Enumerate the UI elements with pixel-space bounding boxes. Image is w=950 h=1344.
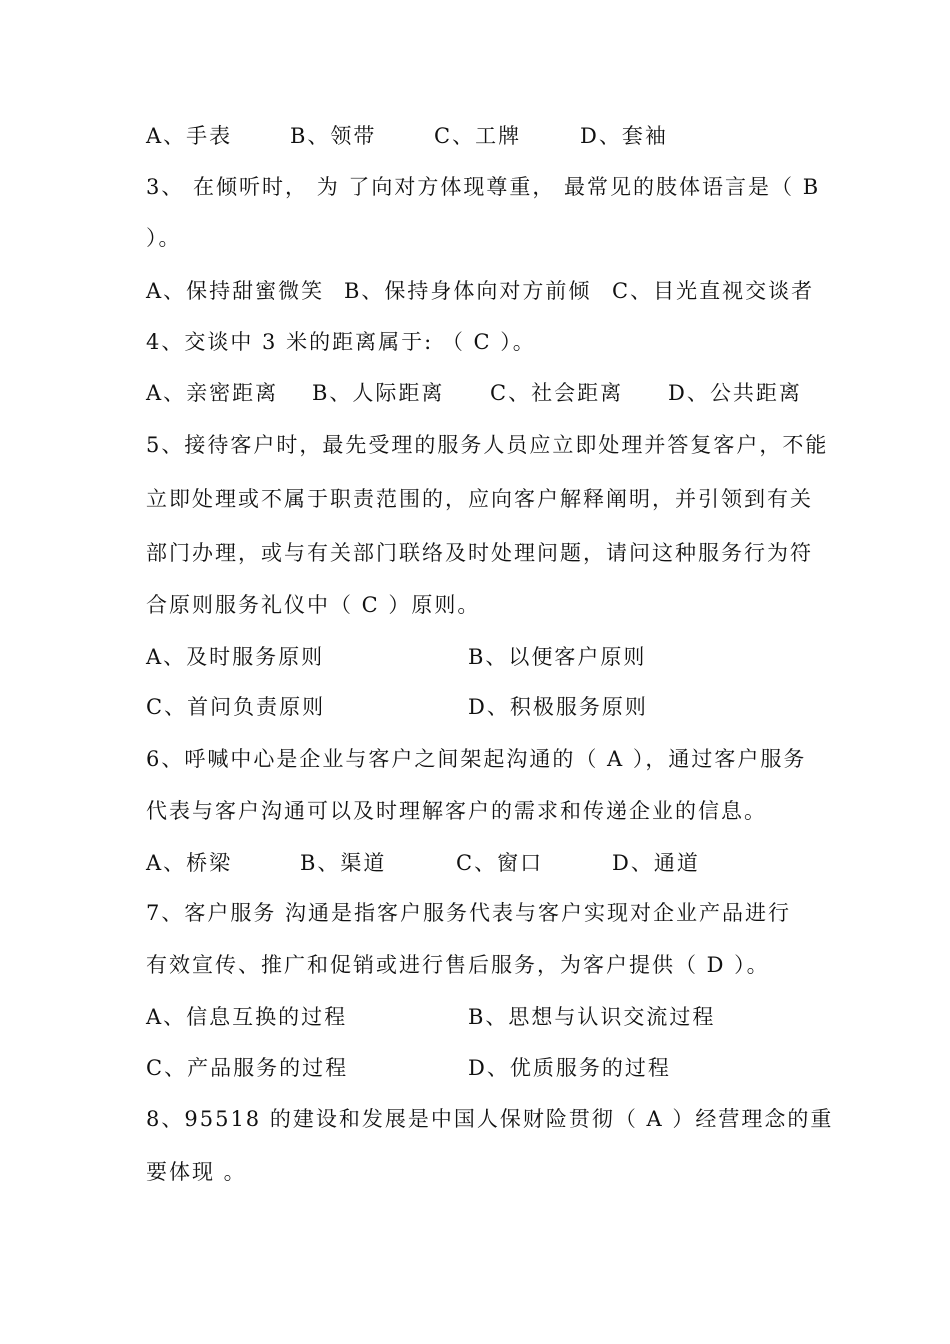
question-5-line-4: 合原则服务礼仪中（ C ）原则。 [146, 593, 481, 617]
option-a: A、手表 [146, 124, 233, 148]
question-6-line-2: 代表与客户沟通可以及时理解客户的需求和传递企业的信息。 [146, 799, 767, 823]
option-a: A、保持甜蜜微笑 [146, 279, 325, 303]
question-5-line-3: 部门办理，或与有关部门联络及时处理问题，请问这种服务行为符 [146, 541, 813, 565]
option-b: B、以便客户原则 [468, 645, 647, 669]
option-d: D、积极服务原则 [468, 695, 648, 719]
question-7-line-1: 7、客户服务 沟通是指客户服务代表与客户实现对企业产品进行 [146, 901, 792, 925]
question-4-line-1: 4、交谈中 3 米的距离属于: （ C ）。 [146, 330, 536, 354]
option-a: A、及时服务原则 [146, 645, 325, 669]
option-a: A、亲密距离 [146, 381, 279, 405]
option-c: C、首问负责原则 [146, 695, 326, 719]
option-c: C、工牌 [434, 124, 522, 148]
question-7-line-2: 有效宣传、推广和促销或进行售后服务，为客户提供（ D ）。 [146, 953, 770, 977]
question-5-line-2: 立即处理或不属于职责范围的，应向客户解释阐明，并引领到有关 [146, 487, 813, 511]
option-c: C、社会距离 [490, 381, 624, 405]
option-b: B、思想与认识交流过程 [468, 1005, 716, 1029]
option-c: C、目光直视交谈者 [612, 279, 815, 303]
question-8-line-2: 要体现 。 [146, 1160, 247, 1184]
option-d: D、通道 [612, 851, 700, 875]
question-6-line-1: 6、呼喊中心是企业与客户之间架起沟通的（ A ），通过客户服务 [146, 747, 807, 771]
option-b: B、保持身体向对方前倾 [344, 279, 592, 303]
option-d: D、公共距离 [668, 381, 802, 405]
option-b: B、领带 [290, 124, 377, 148]
option-a: A、桥梁 [146, 851, 233, 875]
option-d: D、套袖 [580, 124, 668, 148]
question-3-line-1: 3、 在倾听时， 为 了向对方体现尊重， 最常见的肢体语言是（ B [146, 175, 821, 199]
option-c: C、产品服务的过程 [146, 1056, 349, 1080]
option-b: B、渠道 [300, 851, 387, 875]
option-c: C、窗口 [456, 851, 544, 875]
question-3-line-2: ）。 [146, 226, 182, 250]
question-8-line-1: 8、95518 的建设和发展是中国人保财险贯彻（ A ）经营理念的重 [146, 1107, 834, 1131]
option-a: A、信息互换的过程 [146, 1005, 348, 1029]
option-d: D、优质服务的过程 [468, 1056, 671, 1080]
question-5-line-1: 5、接待客户时，最先受理的服务人员应立即处理并答复客户，不能 [146, 433, 829, 457]
option-b: B、人际距离 [312, 381, 445, 405]
